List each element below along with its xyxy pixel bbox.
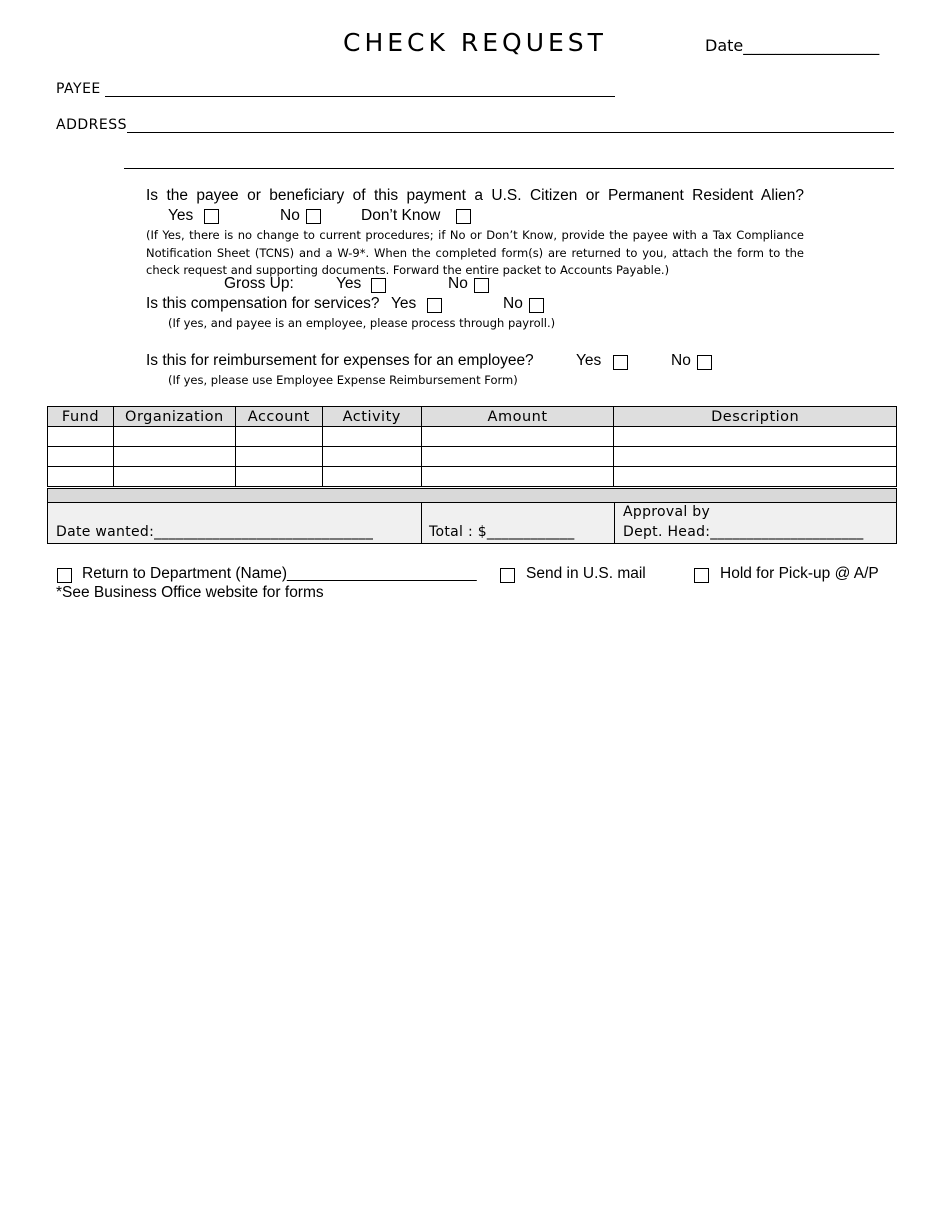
footer-divider [421,503,422,543]
return-to-department-label: Return to Department (Name)______________________ [82,565,477,582]
table-header-row [48,407,897,427]
compensation-note: (If yes, and payee is an employee, please process through payroll.) [168,316,556,330]
organization-cell[interactable] [113,427,235,447]
payee-label: PAYEE [56,81,101,97]
compensation-no-label: No [503,295,523,312]
table-footer [47,503,897,544]
header-amount: Amount [421,407,614,427]
header-fund: Fund [48,407,114,427]
fund-cell[interactable] [48,467,114,487]
activity-cell[interactable] [322,427,421,447]
activity-cell[interactable] [322,467,421,487]
send-mail-checkbox[interactable] [500,568,515,583]
activity-cell[interactable] [322,447,421,467]
citizen-yes-label: Yes [168,207,194,224]
header-description: Description [614,407,897,427]
table-separator-band [47,488,897,503]
description-cell[interactable] [614,427,897,447]
amount-cell[interactable] [421,447,614,467]
see-website-note: *See Business Office website for forms [56,584,324,601]
gross-up-yes-label: Yes [336,275,362,292]
description-cell[interactable] [614,447,897,467]
dept-head-field[interactable]: Dept. Head:_____________________ [623,524,864,540]
citizen-note: (If Yes, there is no change to current procedures; if No or Don’t Know, provide the payee with a Tax Compliance Notification Sheet (TCNS) and a W-9*. When the completed form(s) are returned to you, attach the form to the check request and supporting documents. Forward the entire packet to Accounts Payable.) [146,228,804,277]
hold-pickup-checkbox[interactable] [694,568,709,583]
account-cell[interactable] [235,427,322,447]
send-mail-label: Send in U.S. mail [526,565,646,582]
citizen-question: Is the payee or beneficiary of this payment a U.S. Citizen or Permanent Resident Alien? [146,187,804,204]
form-title: CHECK REQUEST [343,28,607,57]
header-account: Account [235,407,322,427]
reimbursement-yes-label: Yes [576,352,602,369]
gross-up-no-label: No [448,275,468,292]
account-cell[interactable] [235,467,322,487]
citizen-yes-checkbox[interactable] [204,209,219,224]
approval-by-label: Approval by [623,504,711,520]
compensation-no-checkbox[interactable] [529,298,544,313]
citizen-dont-know-checkbox[interactable] [456,209,471,224]
fund-cell[interactable] [48,427,114,447]
payee-input-line[interactable] [105,96,615,97]
citizen-dont-know-label: Don’t Know [361,207,441,224]
total-field[interactable]: Total : $____________ [429,524,575,540]
footer-divider [614,503,615,543]
organization-cell[interactable] [113,447,235,467]
reimbursement-yes-checkbox[interactable] [613,355,628,370]
account-table [47,406,897,487]
header-organization: Organization [113,407,235,427]
reimbursement-note: (If yes, please use Employee Expense Reimbursement Form) [168,373,518,387]
gross-up-no-checkbox[interactable] [474,278,489,293]
reimbursement-question: Is this for reimbursement for expenses for an employee? [146,352,534,369]
reimbursement-no-label: No [671,352,691,369]
gross-up-label: Gross Up: [224,275,294,292]
table-row [48,427,897,447]
table-row [48,467,897,487]
fund-cell[interactable] [48,447,114,467]
amount-cell[interactable] [421,427,614,447]
address-input-line-2[interactable] [124,168,894,169]
gross-up-yes-checkbox[interactable] [371,278,386,293]
address-input-line-1[interactable] [127,132,894,133]
organization-cell[interactable] [113,467,235,487]
citizen-no-checkbox[interactable] [306,209,321,224]
compensation-yes-label: Yes [391,295,417,312]
date-field[interactable]: Date_________________ [705,36,880,55]
date-wanted-field[interactable]: Date wanted:______________________________ [56,524,374,540]
return-to-department-checkbox[interactable] [57,568,72,583]
hold-pickup-label: Hold for Pick-up @ A/P [720,565,879,582]
table-row [48,447,897,467]
compensation-yes-checkbox[interactable] [427,298,442,313]
account-cell[interactable] [235,447,322,467]
reimbursement-no-checkbox[interactable] [697,355,712,370]
amount-cell[interactable] [421,467,614,487]
citizen-no-label: No [280,207,300,224]
compensation-question: Is this compensation for services? [146,295,380,312]
header-activity: Activity [322,407,421,427]
address-label: ADDRESS [56,117,127,133]
description-cell[interactable] [614,467,897,487]
